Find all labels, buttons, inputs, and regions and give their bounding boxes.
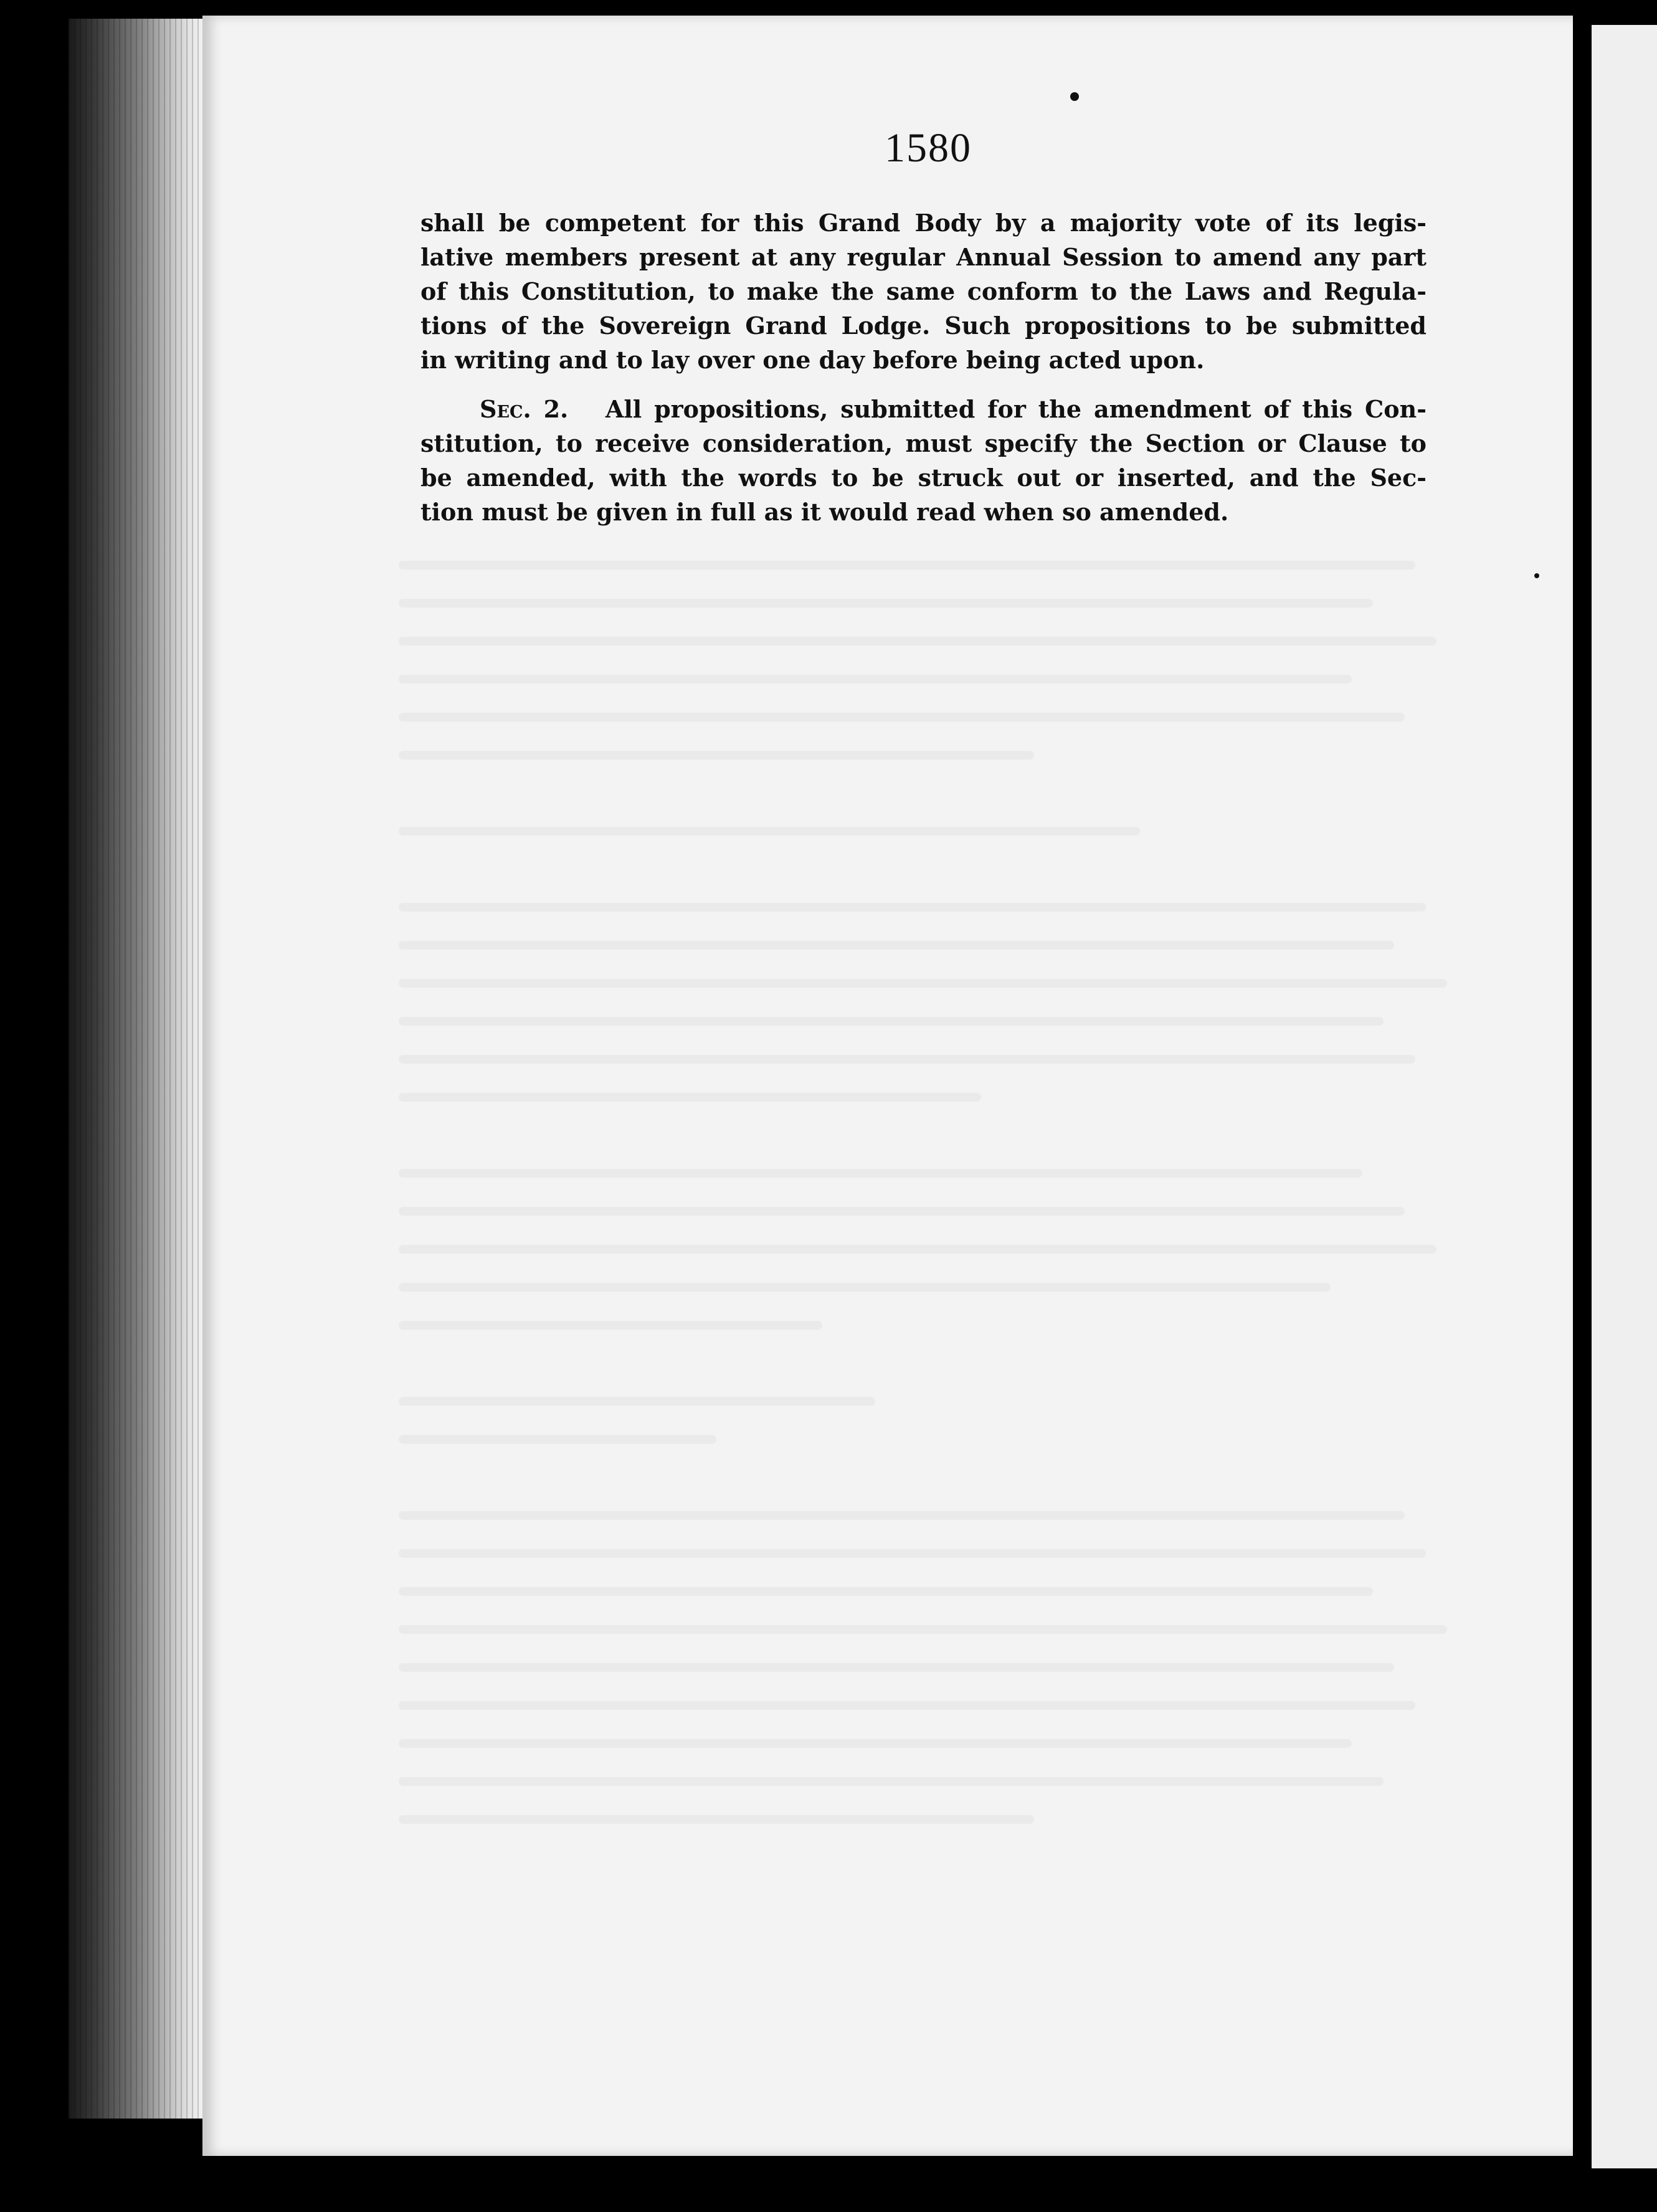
text-line: tions of the Sovereign Grand Lodge. Such propositions to be submitted <box>420 312 1427 340</box>
text-line: of this Constitution, to make the same conform to the Laws and Regula- <box>420 277 1427 305</box>
section-heading: Sec. 2. <box>480 395 569 423</box>
page-number: 1580 <box>885 125 972 171</box>
facing-page-edge <box>1592 25 1657 2168</box>
text-line: tion must be given in full as it would read when so amended. <box>420 498 1229 526</box>
book-page-edges <box>69 19 212 2119</box>
paragraph-2 <box>420 392 1427 529</box>
text-line: in writing and to lay over one day before being acted upon. <box>420 346 1205 374</box>
text-line-content: All propositions, submitted for the amendment of this Con- <box>605 395 1427 423</box>
ink-speck <box>1534 573 1539 578</box>
text-line: stitution, to receive consideration, must specify the Section or Clause to <box>420 429 1427 457</box>
bleed-through-text <box>399 561 1458 1994</box>
paragraph-1 <box>420 206 1427 377</box>
text-line: lative members present at any regular Annual Session to amend any part <box>420 243 1427 271</box>
ink-speck <box>1070 92 1079 101</box>
text-line: shall be competent for this Grand Body by a majority vote of its legis- <box>420 209 1427 237</box>
text-line <box>420 392 1427 426</box>
body-text <box>420 206 1427 529</box>
text-line: be amended, with the words to be struck out or inserted, and the Sec- <box>420 464 1427 492</box>
